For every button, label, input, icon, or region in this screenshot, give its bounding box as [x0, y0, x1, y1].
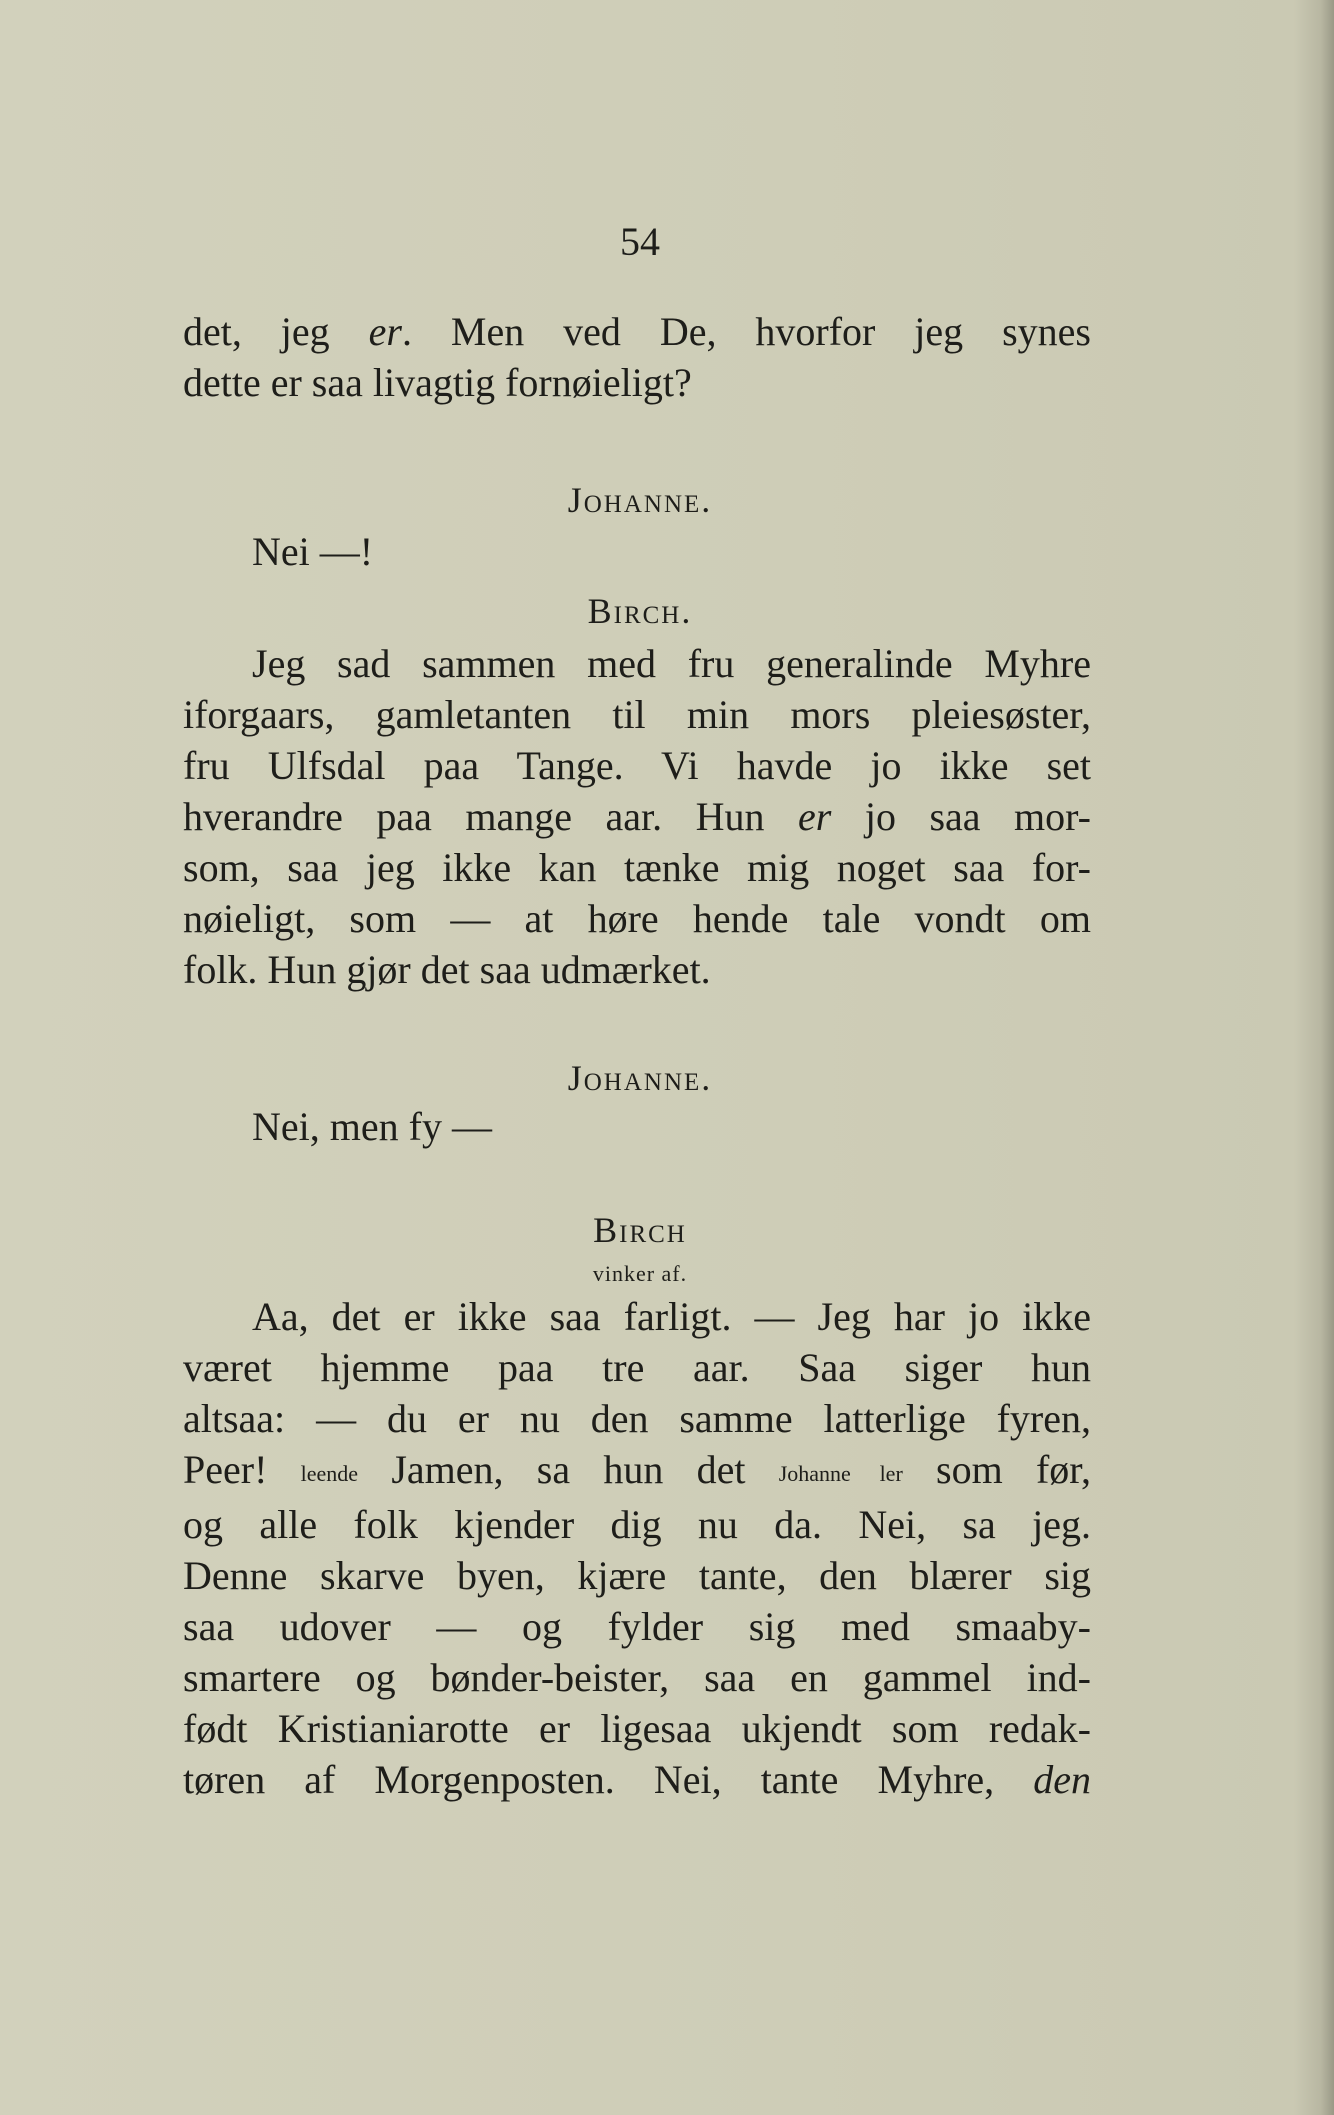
text-line: født Kristianiarotte er ligesaa ukjendt som redak- [183, 1706, 1091, 1751]
text-line: Nei —! [252, 529, 374, 574]
text-line: saa udover — og fylder sig med smaaby- [183, 1604, 1091, 1649]
text-line: Aa, det er ikke saa farligt. — Jeg har jo ikke [252, 1294, 1091, 1339]
text-line: folk. Hun gjør det saa udmærket. [183, 947, 711, 992]
text-line: Peer! leende Jamen, sa hun det Johanne ler som før, [183, 1447, 1092, 1492]
page-number: 54 [620, 219, 660, 264]
paragraph-birch-speech [183, 638, 1091, 995]
text-line: nøieligt, som — at høre hende tale vondt om [183, 896, 1091, 941]
speaker-name: Birch [593, 1210, 687, 1250]
speaker-name: Birch. [587, 591, 693, 631]
text-line: iforgaars, gamletanten til min mors pleiesøster, [183, 692, 1091, 737]
speech-line [183, 526, 1091, 577]
text-line: altsaa: — du er nu den samme latterlige fyren, [183, 1396, 1091, 1441]
text-line: hverandre paa mange aar. Hun er jo saa mor- [183, 794, 1091, 839]
stage-direction: vinker af. [592, 1261, 688, 1286]
stage-direction-inline: leende [300, 1461, 359, 1486]
speech-line [183, 1101, 1091, 1152]
stage-direction-inline: Johanne ler [778, 1461, 903, 1486]
speaker-name: Johanne. [567, 480, 713, 520]
text-line: det, jeg er. Men ved De, hvorfor jeg synes [183, 309, 1091, 354]
text-line: dette er saa livagtig fornøieligt? [183, 360, 692, 405]
text-line: Nei, men fy — [252, 1104, 492, 1149]
text-line: som, saa jeg ikke kan tænke mig noget saa for- [183, 845, 1091, 890]
paragraph-opening [183, 306, 1091, 408]
text-line: Jeg sad sammen med fru generalinde Myhre [252, 641, 1091, 686]
text-line: Denne skarve byen, kjære tante, den blærer sig [183, 1553, 1091, 1598]
paragraph-birch-reply [183, 1291, 1091, 1805]
text-line: tøren af Morgenposten. Nei, tante Myhre, den [183, 1757, 1091, 1802]
text-line: fru Ulfsdal paa Tange. Vi havde jo ikke set [183, 743, 1091, 788]
speaker-name: Johanne. [567, 1058, 713, 1098]
text-line: og alle folk kjender dig nu da. Nei, sa jeg. [183, 1502, 1091, 1547]
text-line: smartere og bønder-beister, saa en gammel ind- [183, 1655, 1091, 1700]
text-line: været hjemme paa tre aar. Saa siger hun [183, 1345, 1091, 1390]
